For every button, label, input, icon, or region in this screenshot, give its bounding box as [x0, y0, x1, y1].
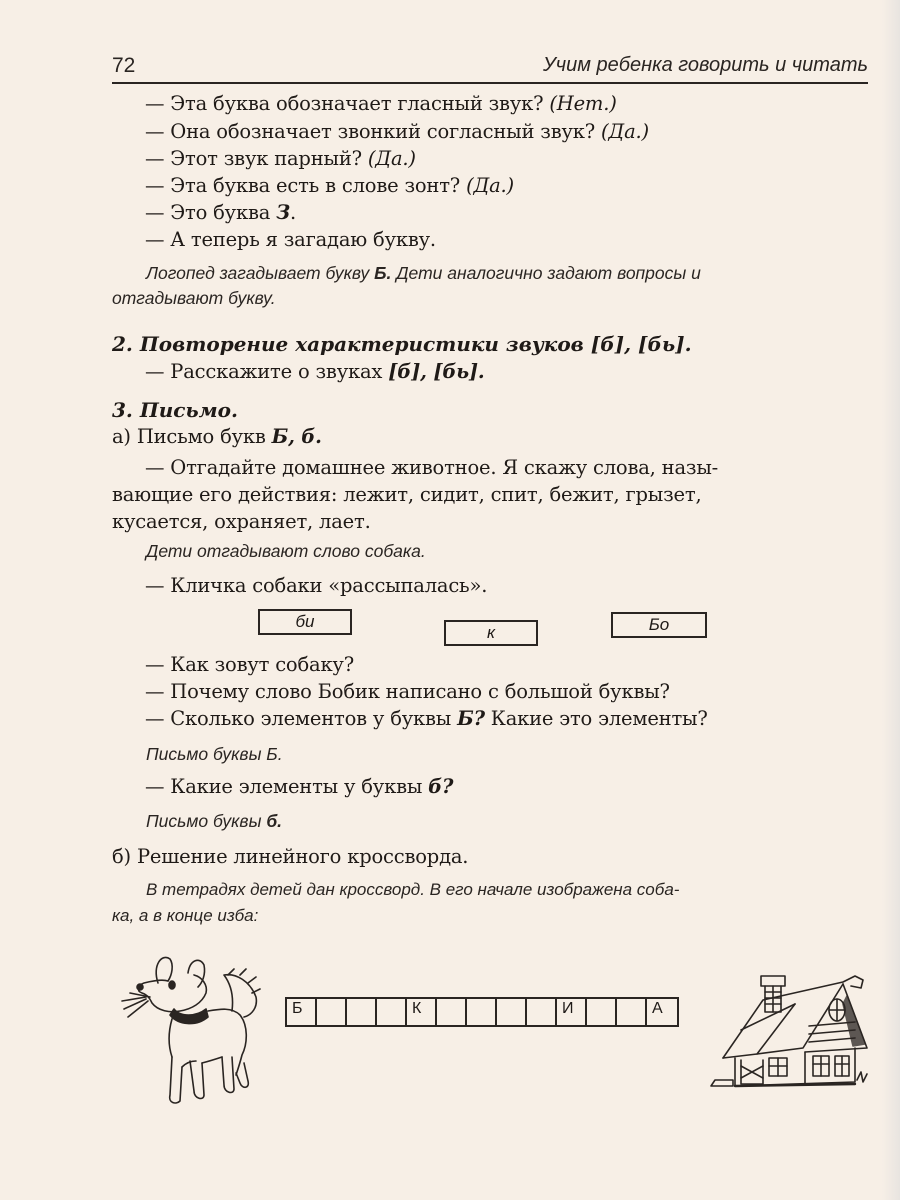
- teacher-note-continued: отгадывают букву.: [112, 288, 276, 308]
- answer-text: (Нет.): [549, 92, 617, 115]
- paragraph-line: — Отгадайте домашнее животное. Я скажу слова, назы-: [145, 456, 719, 479]
- subsection-a: [112, 425, 322, 448]
- linear-crossword: [285, 997, 679, 1027]
- writing-note: [146, 811, 282, 832]
- crossword-cell[interactable]: И: [557, 999, 587, 1025]
- crossword-note-continued: ка, а в конце изба:: [112, 906, 259, 925]
- section-heading-2: 2. Повторение характеристики звуков [б], [бь].: [112, 332, 692, 356]
- hut-illustration: [705, 960, 875, 1090]
- dialogue-line: [145, 775, 453, 798]
- question-text: — Эта буква обозначает гласный звук?: [145, 92, 550, 115]
- punctuation: .: [290, 201, 297, 224]
- page-edge-shadow: [882, 0, 900, 1200]
- question-text: — Эта буква есть в слове зонт?: [145, 174, 467, 197]
- note-emphasis: б.: [266, 811, 283, 831]
- crossword-cell[interactable]: [347, 999, 377, 1025]
- question-text: — Какие элементы у буквы: [145, 775, 429, 798]
- letter-emphasis: Б?: [457, 707, 485, 730]
- dialogue-line: [145, 120, 649, 143]
- crossword-cell[interactable]: К: [407, 999, 437, 1025]
- question-text: — Этот звук парный?: [145, 147, 368, 170]
- syllable-card: к: [444, 620, 538, 646]
- page-header: [112, 52, 868, 82]
- dog-illustration: [110, 945, 275, 1115]
- letter-emphasis: б?: [428, 775, 454, 798]
- dialogue-line: [145, 360, 485, 383]
- answer-text: (Да.): [601, 120, 649, 143]
- question-text: — Это буква: [145, 201, 277, 224]
- question-text: — Она обозначает звонкий согласный звук?: [145, 120, 602, 143]
- header-rule: [112, 82, 868, 84]
- crossword-cell[interactable]: А: [652, 1000, 663, 1017]
- crossword-cell[interactable]: [317, 999, 347, 1025]
- question-text: Какие это элементы?: [484, 707, 708, 730]
- question-text: — А теперь я загадаю букву.: [145, 228, 436, 251]
- crossword-cell[interactable]: [377, 999, 407, 1025]
- subsection-text: а) Письмо букв: [112, 425, 272, 448]
- syllable-card: би: [258, 609, 352, 635]
- dialogue-line: — Почему слово Бобик написано с большой буквы?: [145, 680, 670, 703]
- crossword-cell[interactable]: [617, 999, 647, 1025]
- paragraph-line: кусается, охраняет, лает.: [112, 510, 371, 533]
- letter-emphasis: З: [276, 201, 291, 224]
- children-note: Дети отгадывают слово собака.: [146, 541, 426, 561]
- page-number: 72: [112, 54, 136, 77]
- dialogue-line: — Как зовут собаку?: [145, 653, 354, 676]
- crossword-cell[interactable]: [467, 999, 497, 1025]
- note-text: Письмо буквы: [146, 811, 267, 831]
- paragraph-line: вающие его действия: лежит, сидит, спит, бежит, грызет,: [112, 483, 702, 506]
- answer-text: (Да.): [367, 147, 416, 170]
- dialogue-line: [145, 92, 617, 115]
- subsection-b: б) Решение линейного кроссворда.: [112, 845, 469, 868]
- crossword-note: В тетрадях детей дан кроссворд. В его начале изображена соба-: [146, 880, 680, 899]
- note-emphasis: Б.: [374, 263, 392, 283]
- dialogue-line: [145, 228, 436, 251]
- crossword-cell[interactable]: [527, 999, 557, 1025]
- crossword-cell[interactable]: [497, 999, 527, 1025]
- letters-emphasis: Б, б.: [271, 425, 322, 448]
- dialogue-line: — Кличка собаки «рассыпалась».: [145, 574, 488, 597]
- dialogue-line: [145, 201, 296, 224]
- crossword-cell[interactable]: Б: [287, 999, 317, 1025]
- question-text: — Расскажите о звуках: [145, 360, 389, 383]
- crossword-cell[interactable]: [437, 999, 467, 1025]
- sounds-emphasis: [б], [бь].: [388, 360, 485, 383]
- teacher-note: [146, 263, 701, 284]
- note-text: Логопед загадывает букву: [146, 263, 375, 283]
- writing-note: Письмо буквы Б.: [146, 744, 283, 764]
- crossword-cell[interactable]: [587, 999, 617, 1025]
- question-text: — Сколько элементов у буквы: [145, 707, 458, 730]
- section-heading-3: 3. Письмо.: [112, 398, 238, 422]
- dialogue-line: [145, 147, 416, 170]
- answer-text: (Да.): [466, 174, 514, 197]
- note-text: Дети аналогично задают вопросы и: [391, 263, 701, 283]
- running-title: Учим ребенка говорить и читать: [542, 54, 868, 76]
- dialogue-line: [145, 174, 514, 197]
- syllable-card: Бо: [611, 612, 707, 638]
- dialogue-line: [145, 707, 708, 730]
